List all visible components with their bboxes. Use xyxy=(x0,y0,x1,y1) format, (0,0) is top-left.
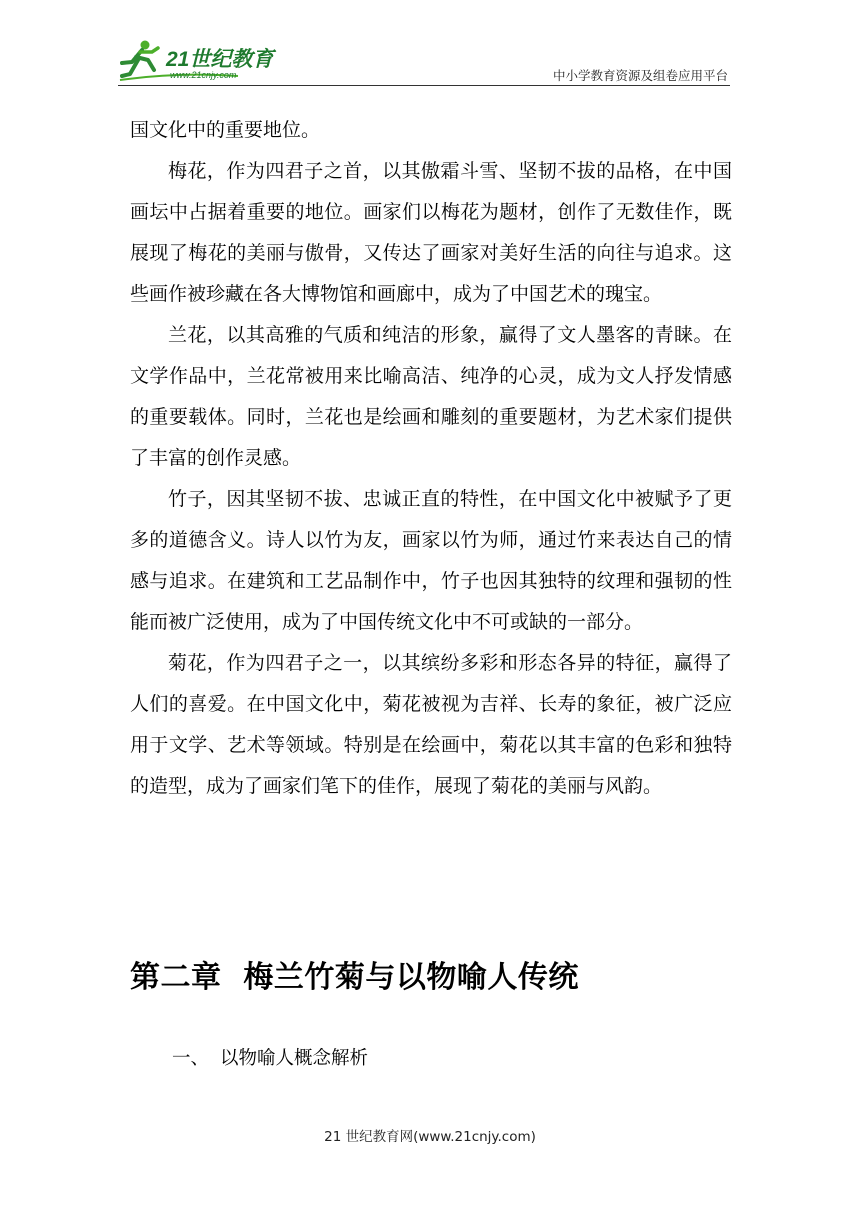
paragraph: 兰花，以其高雅的气质和纯洁的形象，赢得了文人墨客的青睐。在文学作品中，兰花常被用来比喻高洁、纯净的心灵，成为文人抒发情感的重要载体。同时，兰花也是绘画和雕刻的重要题材，为艺术家们提供了丰富的创作灵感。 xyxy=(130,324,732,469)
section-title: 以物喻人概念解析 xyxy=(220,1048,369,1069)
paragraph: 菊花，作为四君子之一，以其缤纷多彩和形态各异的特征，赢得了人们的喜爱。在中国文化中，菊花被视为吉祥、长寿的象征，被广泛应用于文学、艺术等领域。特别是在绘画中，菊花以其丰富的色彩和独特的造型，成为了画家们笔下的佳作，展现了菊花的美丽与风韵。 xyxy=(130,652,732,797)
chapter-heading: 第二章 梅兰竹菊与以物喻人传统 xyxy=(130,960,579,995)
logo-url: www.21cnjy.com xyxy=(170,70,237,80)
header-divider xyxy=(118,85,730,86)
logo xyxy=(118,36,318,86)
platform-label: 中小学教育资源及组卷应用平台 xyxy=(552,68,728,83)
paragraph: 梅花，作为四君子之首，以其傲霜斗雪、坚韧不拔的品格，在中国画坛中占据着重要的地位。画家们以梅花为题材，创作了无数佳作，既展现了梅花的美丽与傲骨，又传达了画家对美好生活的向往与追求。这些画作被珍藏在各大博物馆和画廊中，成为了中国艺术的瑰宝。 xyxy=(130,160,732,305)
logo-figure-body xyxy=(122,50,154,76)
page-header xyxy=(118,36,730,86)
logo-icon xyxy=(118,36,318,86)
body-text xyxy=(130,110,732,807)
logo-text: 21世纪教育 xyxy=(166,48,274,71)
paragraph: 竹子，因其坚韧不拔、忠诚正直的特性，在中国文化中被赋予了更多的道德含义。诗人以竹为友，画家以竹为师，通过竹来表达自己的情感与追求。在建筑和工艺品制作中，竹子也因其独特的纹理和强韧的性能而被广泛使用，成为了中国传统文化中不可或缺的一部分。 xyxy=(130,488,732,633)
section-heading xyxy=(172,1044,368,1070)
section-number: 一、 xyxy=(172,1048,210,1069)
paragraph: 国文化中的重要地位。 xyxy=(130,119,321,141)
page-footer: 21 世纪教育网(www.21cnjy.com) xyxy=(324,1129,536,1145)
